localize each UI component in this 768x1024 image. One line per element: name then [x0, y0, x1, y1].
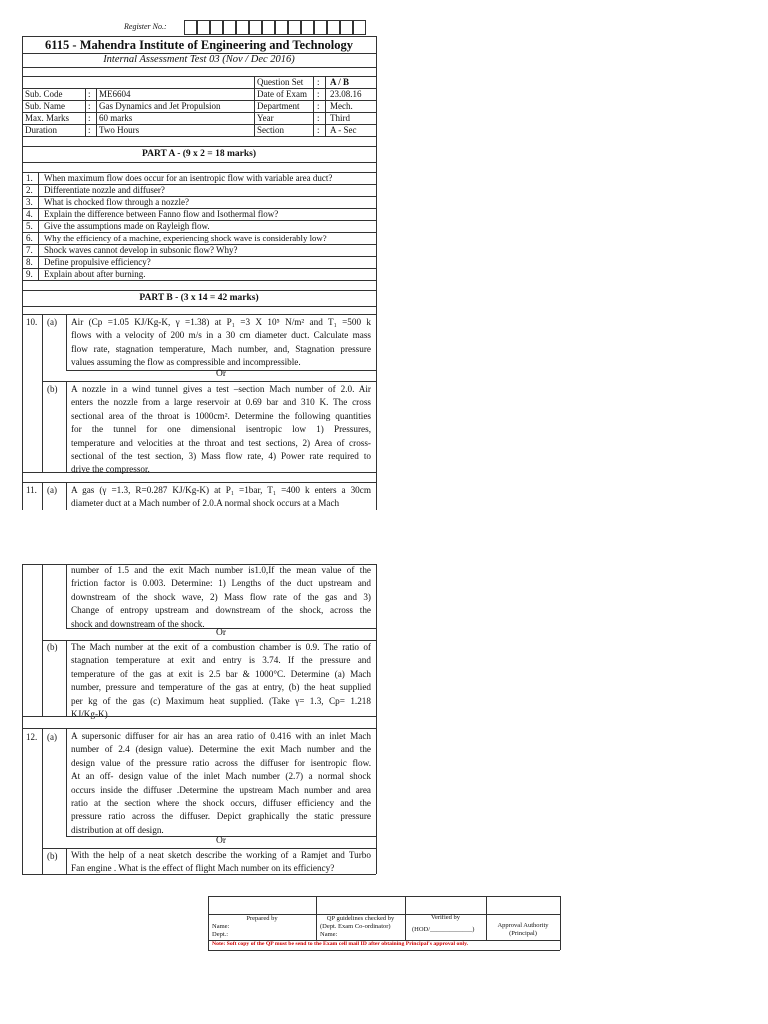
question-number: 12. — [26, 732, 38, 742]
question-text: A supersonic diffuser for air has an area ratio of 0.416 with an inlet Mach number of 2.4 (design value). Determine the exit Mach number and the design value of the pressure ratio across the diffuser for isentropic flow. At an off- design value of the inlet Mach number (2.7) a normal shock occurs inside the diffuser .Determine the upstream Mach number and area ratio at the section where the shock occurs, diffuser efficiency and the pressure ratio across the diffuser. Depict graphically the static pressure distribution at off design. — [71, 731, 371, 835]
question-text: Give the assumptions made on Rayleigh flow. — [44, 221, 210, 231]
colon: : — [317, 113, 320, 123]
question-set-value: A / B — [330, 77, 350, 87]
department-value: Mech. — [330, 101, 353, 111]
department-label: Department — [257, 101, 300, 111]
sub-name-value: Gas Dynamics and Jet Propulsion — [99, 101, 221, 111]
colon: : — [88, 113, 91, 123]
subpart-label: (a) — [47, 485, 57, 495]
question-text: What is chocked flow through a nozzle? — [44, 197, 189, 207]
question-text: A nozzle in a wind tunnel gives a test –section Mach number of 2.0. Air enters the nozzle from a large reservoir at 0.69 bar and 310 K. The cross sectional area of the throat is 1000cm². Determine the following quantities for the tunnel for one dimensional isentropic low 1) Pressures, temperature and velocities at the throat and test sections, 2) Area of cross- sectional of the test section, 3) Mass flow rate, 4) Power rate required to drive the compressor. — [71, 384, 371, 475]
question-text: Define propulsive efficiency? — [44, 257, 151, 267]
sub-name-label: Sub. Name — [25, 101, 65, 111]
question-number: 6. — [26, 233, 33, 243]
date-value: 23.08.16 — [330, 89, 362, 99]
preparer-name-label: Name: — [212, 923, 230, 930]
question-text: When maximum flow does occur for an isentropic flow with variable area duct? — [44, 173, 333, 183]
question-number: 2. — [26, 185, 33, 195]
prepared-by-label: Prepared by — [246, 915, 278, 922]
verified-by-label: Verified by — [430, 914, 461, 921]
question-text: number of 1.5 and the exit Mach number is1.0,If the mean value of the friction factor is 0.003. Determine: 1) Lengths of the duct upstream and downstream of the shock wave, 2) Mass flow rate of the gas and 3) Change of entropy upstream and downstream of the shock, across the shock and downstream of the shock. — [71, 565, 371, 629]
question-text: A gas (γ =1.3, R=0.287 KJ/Kg-K) at P₁ =1bar, T₁ =400 k enters a 30cm diameter duct at a Mach number of 2.0.A normal shock occurs at a Mach — [71, 485, 371, 509]
or-divider: Or — [215, 369, 227, 379]
colon: : — [317, 89, 320, 99]
colon: : — [317, 77, 320, 87]
question-text: Explain about after burning. — [44, 269, 146, 279]
question-text: Air (Cp =1.05 KJ/Kg-K, γ =1.38) at P₁ =3 X 10⁵ N/m² and T₁ =500 k flows with a velocity of 200 m/s in a 30 cm diameter duct. Calculate mass flow rate, stagnation temperature, Mach number, and, Stagnation pressure values assuming the flow as compressible and incompressible. — [71, 317, 371, 368]
question-number: 9. — [26, 269, 33, 279]
question-number: 4. — [26, 209, 33, 219]
or-divider: Or — [215, 836, 227, 846]
sub-code-label: Sub. Code — [25, 89, 63, 99]
question-text: Shock waves cannot develop in subsonic flow? Why? — [44, 245, 238, 255]
institute-title: 6115 - Mahendra Institute of Engineering and Technology — [44, 38, 354, 52]
section-label: Section — [257, 125, 284, 135]
question-number: 1. — [26, 173, 33, 183]
colon: : — [317, 101, 320, 111]
colon: : — [88, 125, 91, 135]
question-number: 11. — [26, 485, 37, 495]
part-a-title: PART A - (9 x 2 = 18 marks) — [142, 149, 256, 159]
year-value: Third — [330, 113, 350, 123]
register-label: Register No.: — [124, 22, 167, 31]
question-text: Explain the difference between Fanno flow and Isothermal flow? — [44, 209, 279, 219]
question-set-label: Question Set — [257, 77, 304, 87]
section-value: A - Sec — [330, 125, 357, 135]
colon: : — [88, 89, 91, 99]
approval-authority-label: Approval Authority — [497, 922, 549, 929]
colon: : — [317, 125, 320, 135]
duration-value: Two Hours — [99, 125, 140, 135]
part-b-title: PART B - (3 x 14 = 42 marks) — [139, 293, 259, 303]
subpart-label: (b) — [47, 384, 58, 394]
exam-coordinator-label: (Dept. Exam Co-ordinator) — [320, 923, 391, 930]
footer-note: Note: Soft copy of the QP must be send to the Exam cell mail ID after obtaining Principal's approval only. — [212, 941, 469, 947]
question-text: The Mach number at the exit of a combustion chamber is 0.9. The ratio of stagnation temperature at exit and entry is 3.74. If the pressure and temperature of the gas at exit is 2.5 bar & 1000°C. Determine (a) Mach number, pressure and temperature of the gas at entry, (b) the heat supplied per kg of the gas (c) Maximum heat supplied. (Take γ= 1.3, Cp= 1.218 KJ/Kg-K). — [71, 642, 371, 720]
question-text: Why the efficiency of a machine, experiencing shock wave is considerably low? — [44, 233, 327, 243]
max-marks-label: Max. Marks — [25, 113, 69, 123]
subpart-label: (a) — [47, 317, 57, 327]
principal-label: (Principal) — [509, 930, 537, 937]
question-number: 7. — [26, 245, 33, 255]
max-marks-value: 60 marks — [99, 113, 133, 123]
question-text: Differentiate nozzle and diffuser? — [44, 185, 165, 195]
qp-checked-label: QP guidelines checked by — [326, 915, 395, 922]
year-label: Year — [257, 113, 274, 123]
subpart-label: (b) — [47, 851, 58, 861]
question-number: 10. — [26, 317, 38, 327]
question-number: 5. — [26, 221, 33, 231]
date-label: Date of Exam — [257, 89, 307, 99]
sub-code-value: ME6604 — [99, 89, 131, 99]
duration-label: Duration — [25, 125, 57, 135]
colon: : — [88, 101, 91, 111]
subpart-label: (b) — [47, 642, 58, 652]
question-number: 3. — [26, 197, 33, 207]
or-divider: Or — [215, 628, 227, 638]
page-2 — [0, 556, 768, 1024]
subpart-label: (a) — [47, 732, 57, 742]
question-text: With the help of a neat sketch describe the working of a Ramjet and Turbo Fan engine . What is the effect of flight Mach number on its efficiency? — [71, 850, 371, 874]
test-title: Internal Assessment Test 03 (Nov / Dec 2016) — [103, 54, 295, 65]
question-number: 8. — [26, 257, 33, 267]
coordinator-name-label: Name: — [320, 931, 338, 938]
hod-label: (HOD/_____________) — [412, 926, 475, 933]
preparer-dept-label: Dept.: — [212, 931, 229, 938]
